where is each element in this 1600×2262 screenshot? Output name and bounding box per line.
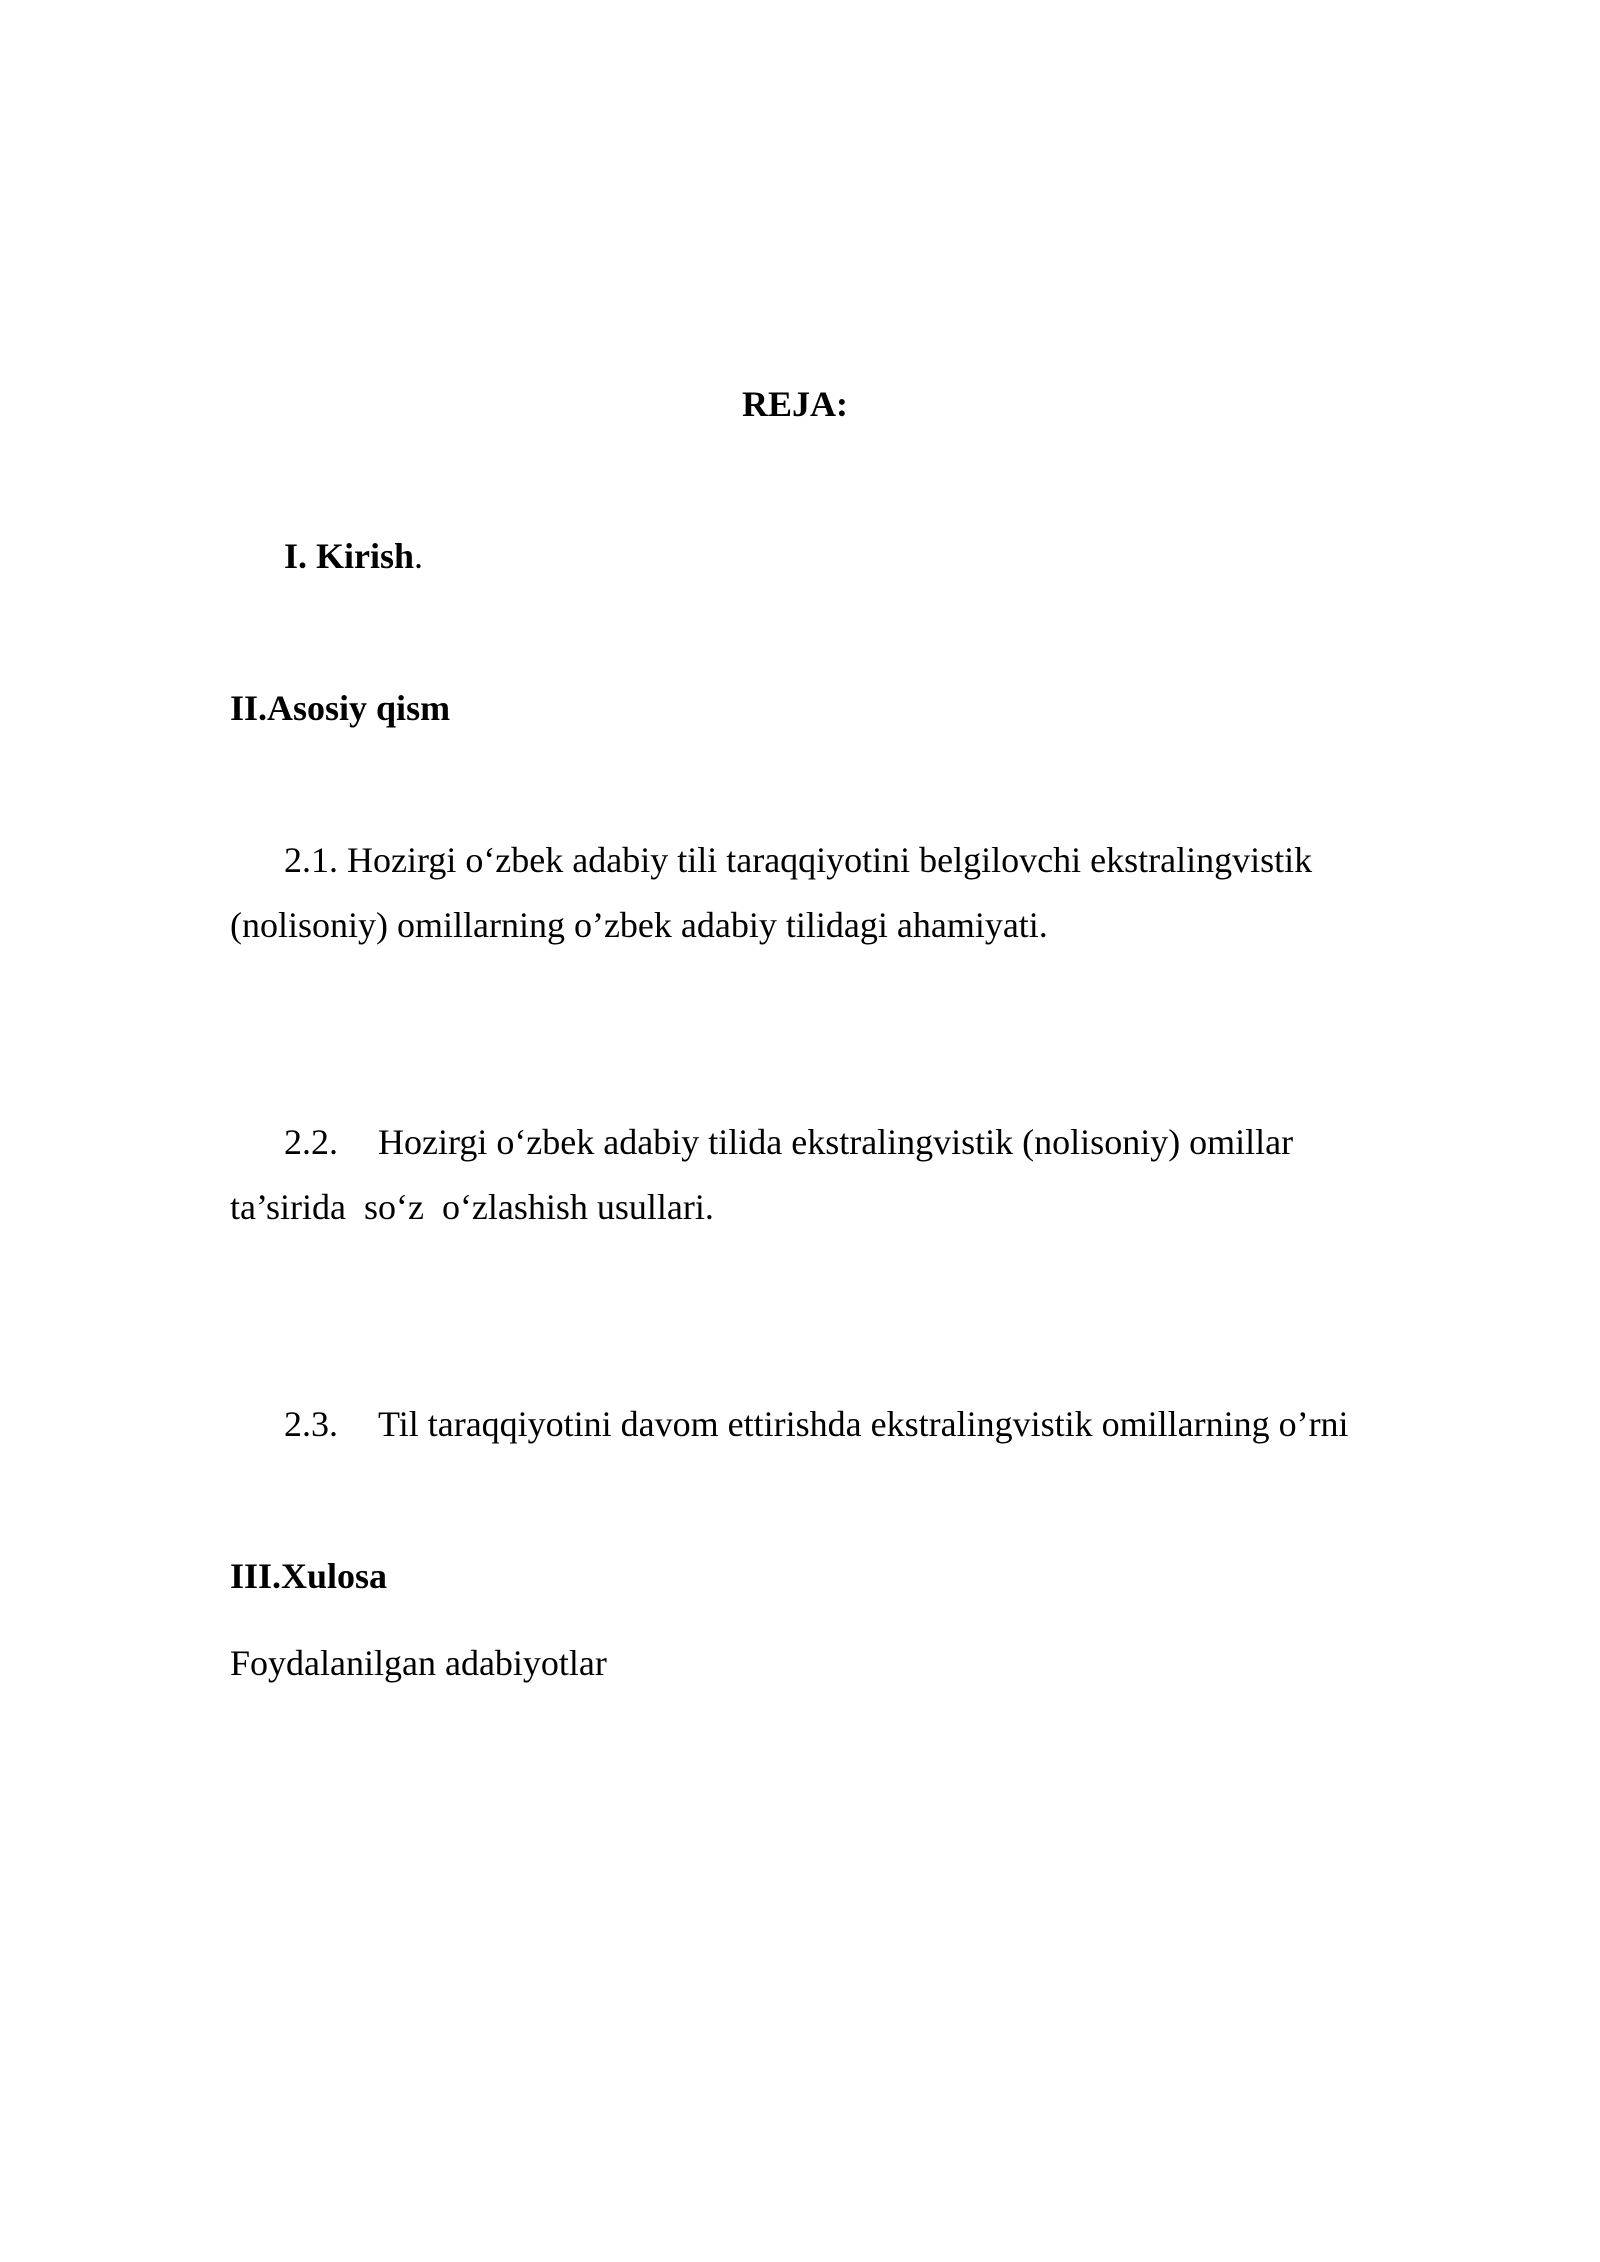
plan-item-references: Foydalanilgan adabiyotlar	[230, 1643, 607, 1683]
plan-item-main: II.Asosiy qism	[230, 688, 451, 728]
plan-subitem-2-3	[230, 1327, 1370, 1522]
plan-subitem-2-2	[230, 1045, 1370, 1305]
document-title: REJA:	[742, 384, 848, 424]
subitem-number: 2.3.	[284, 1404, 338, 1444]
plan-item-intro	[230, 459, 1370, 654]
plan-item-conclusion: III.Xulosa	[230, 1556, 388, 1596]
subitem-text: Til taraqqiyotini davom ettirishda ekstralingvistik omillarning o’rni	[378, 1404, 1349, 1444]
subitem-number: 2.2.	[284, 1122, 338, 1162]
plan-subitem-2-1	[230, 763, 1370, 1023]
subitem-text: Hozirgi o‘zbek adabiy tili taraqqiyotini belgilovchi ekstralingvistik (nolisoniy) omillarning o’zbek adabiy tilidagi ahamiyati.	[230, 840, 1322, 945]
subitem-number: 2.1.	[284, 840, 338, 880]
intro-label: I. Kirish	[284, 536, 415, 576]
intro-suffix: .	[414, 536, 424, 576]
plan-content	[230, 372, 1370, 1718]
subitem-text: Hozirgi o‘zbek adabiy tilida ekstralingvistik (nolisoniy) omillar ta’sirida so‘z o‘zlashish usullari.	[230, 1122, 1303, 1227]
